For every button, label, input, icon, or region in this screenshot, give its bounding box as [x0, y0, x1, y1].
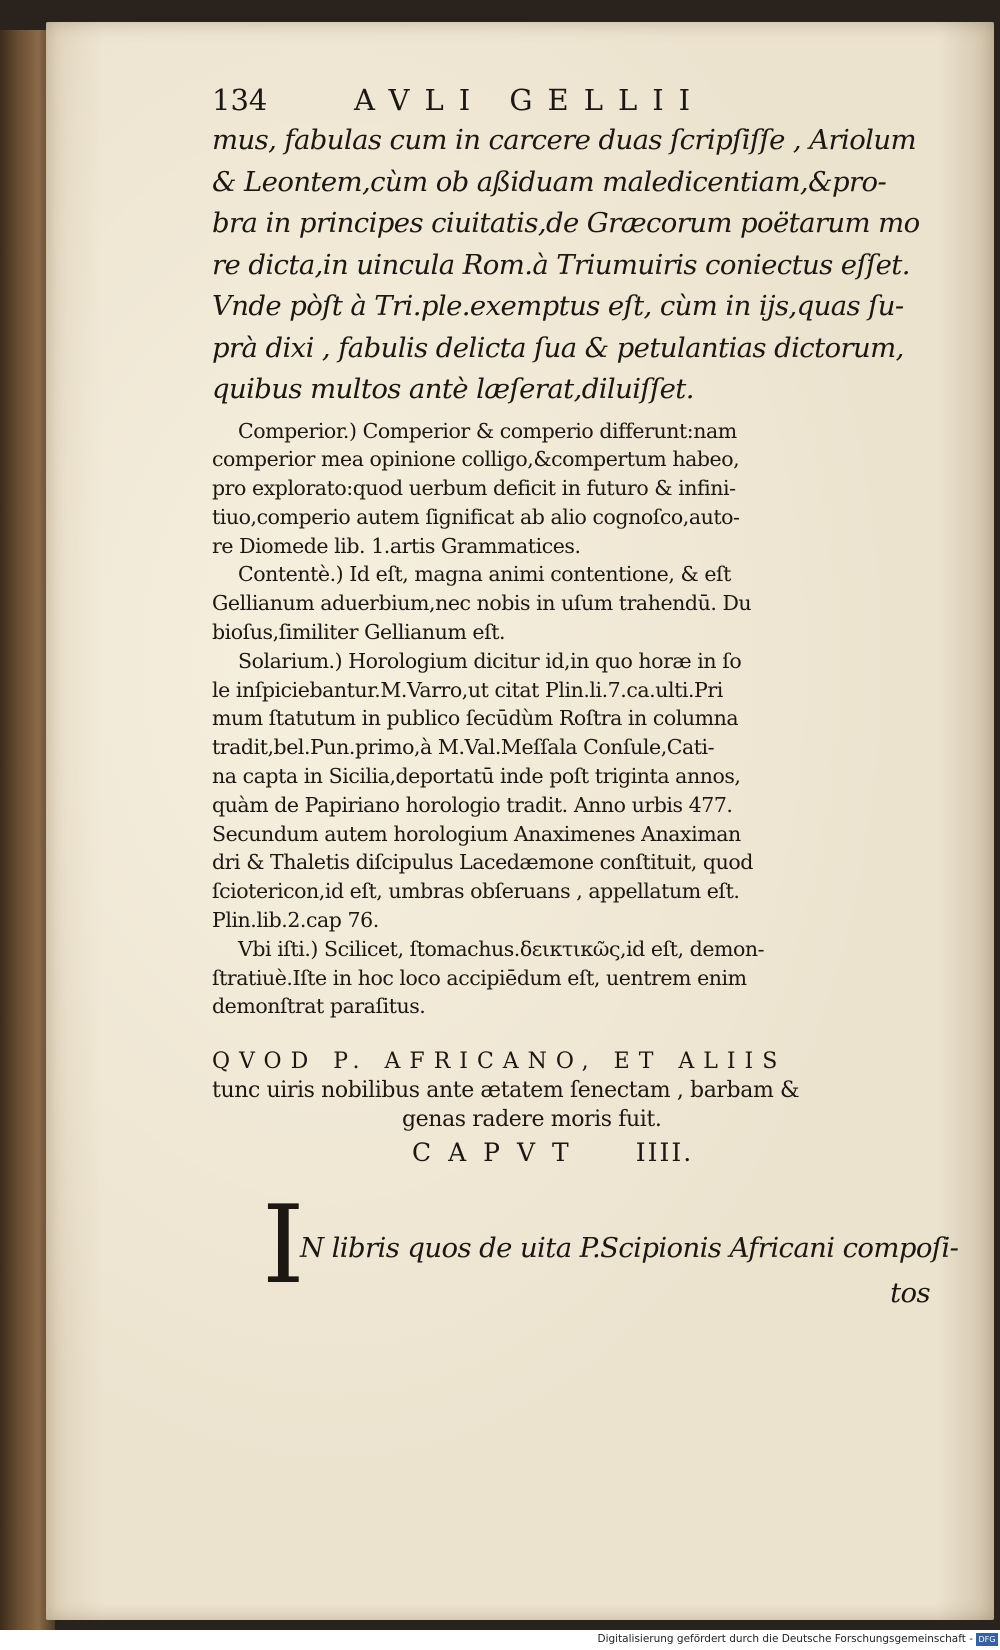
chapter-title-line: tunc uiris nobilibus ante ætatem ſenectam , barbam &: [212, 1078, 800, 1104]
chapter-body: [300, 1226, 959, 1316]
passage-line: quibus multos antè læſerat,diluiſſet.: [212, 373, 694, 405]
chapter-heading-number: IIII.: [635, 1138, 694, 1168]
note-line: bioſus,ſimiliter Gellianum eſt.: [212, 620, 506, 645]
note-line: comperior mea opinione colligo,&compertum habeo,: [212, 447, 740, 472]
passage-line: & Leontem,cùm ob aßiduam maledicentiam,&pro-: [212, 165, 887, 198]
dfg-logo-icon: DFG: [976, 1633, 998, 1646]
note-line: ſciotericon,id eſt, umbras obſeruans , appellatum eſt.: [212, 879, 740, 904]
chapter-body-line: tos: [890, 1277, 930, 1309]
page-number: 134: [212, 83, 268, 117]
running-head: AVLI GELLII: [354, 83, 706, 117]
italic-passage: [212, 120, 932, 411]
chapter-heading: [212, 1134, 932, 1172]
note-line: dri & Thaletis diſcipulus Lacedæmone conſtituit, quod: [212, 850, 753, 875]
note-line: quàm de Papiriano horologio tradit. Anno urbis 477.: [212, 792, 733, 817]
digitization-footer: [0, 1630, 1000, 1650]
note-line: Solarium.) Horologium dicitur id,in quo horæ in ſo: [238, 648, 742, 673]
note-line: ſtratiuè.Iſte in hoc loco accipiēdum eſt, uentrem enim: [212, 965, 747, 990]
note-line: pro explorato:quod uerbum deficit in futuro & infini-: [212, 476, 736, 501]
note-line: le inſpiciebantur.M.Varro,ut citat Plin.li.7.ca.ulti.Pri: [212, 677, 723, 702]
chapter-heading-word: CAPVT: [412, 1138, 586, 1168]
page-text: [212, 80, 932, 1172]
note-line: na capta in Sicilia,deportatū inde poſt triginta annos,: [212, 764, 741, 789]
commentary-note-ubi-isti: [212, 935, 932, 1021]
note-line: Plin.lib.2.cap 76.: [212, 908, 379, 933]
passage-line: mus, fabulas cum in carcere duas ſcripſiſſe , Ariolum: [212, 124, 916, 156]
drop-cap-initial: I: [262, 1183, 305, 1308]
commentary-note-comperior: [212, 417, 932, 561]
passage-line: prà dixi , fabulis delicta ſua & petulantias dictorum,: [212, 331, 904, 364]
chapter-body-line: N libris quos de uita P.Scipionis Africani compoſi-: [300, 1232, 959, 1264]
note-line: re Diomede lib. 1.artis Grammatices.: [212, 533, 581, 558]
passage-line: bra in principes ciuitatis,de Græcorum poëtarum mo: [212, 207, 920, 239]
chapter-title-line: QVOD P. AFRICANO, ET ALIIS: [212, 1049, 787, 1075]
chapter-title: [212, 1047, 932, 1134]
note-line: Contentè.) Id eſt, magna animi contentione, & eſt: [238, 562, 731, 587]
note-line: Secundum autem horologium Anaximenes Anaximan: [212, 821, 741, 846]
note-line: Vbi iſti.) Scilicet, ſtomachus.δεικτικῶς,id eſt, demon-: [238, 936, 765, 961]
note-line: Comperior.) Comperior & comperio differunt:nam: [238, 418, 737, 443]
digitization-credit: Digitalisierung gefördert durch die Deutsche Forschungsgemeinschaft -: [597, 1633, 973, 1645]
commentary-note-solarium: [212, 647, 932, 935]
note-line: mum ſtatutum in publico ſecūdùm Roſtra in columna: [212, 706, 739, 731]
passage-line: Vnde pòſt à Tri.ple.exemptus eſt, cùm in ijs,quas ſu-: [212, 290, 904, 322]
note-line: Gellianum aduerbium,nec nobis in uſum trahendū. Du: [212, 591, 752, 616]
chapter-title-line: genas radere moris fuit.: [402, 1107, 662, 1133]
note-line: tradit,bel.Pun.primo,à M.Val.Meſſala Conſule,Cati-: [212, 735, 715, 760]
note-line: tiuo,comperio autem ſignificat ab alio cognoſco,auto-: [212, 504, 740, 529]
passage-line: re dicta,in uincula Rom.à Triumuiris coniectus eſſet.: [212, 248, 910, 281]
commentary-note-contente: [212, 560, 932, 646]
page-header: [212, 80, 932, 120]
note-line: demonſtrat paraſitus.: [212, 994, 426, 1019]
